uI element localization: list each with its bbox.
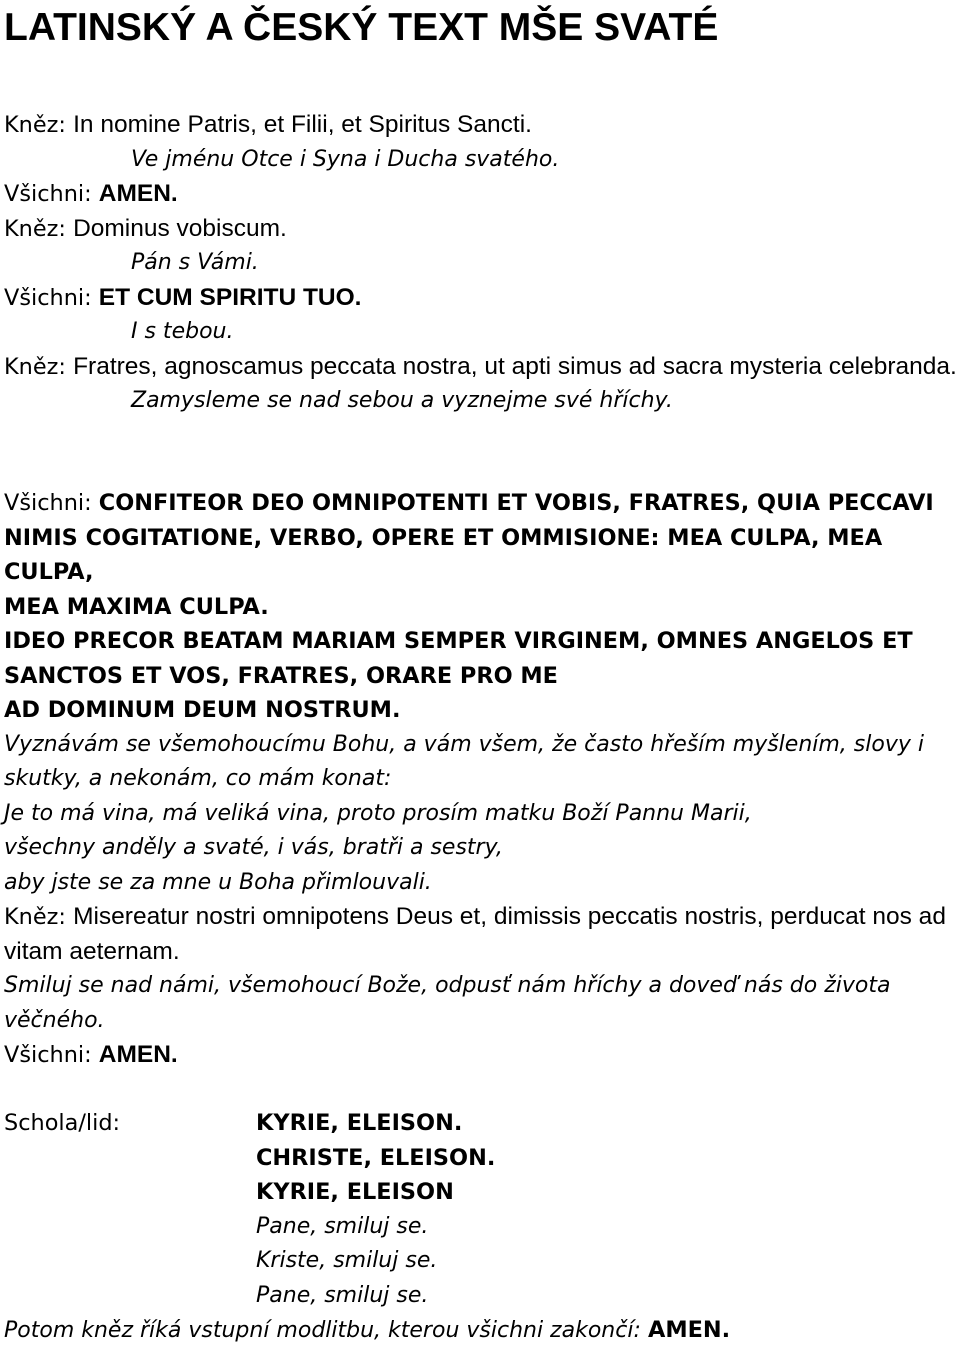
czech-translation: Ve jménu Otce i Syna i Ducha svatého. (131, 146, 560, 172)
text-line (4, 900, 959, 969)
czech-translation: I s tebou. (131, 319, 234, 344)
text-line (4, 486, 959, 590)
latin-text: Fratres, agnoscamus peccata nostra, ut apti simus ad sacra mysteria celebranda. (73, 352, 957, 380)
czech-translation: Pane, smiluj se. (256, 1282, 429, 1308)
closing-instruction (4, 1313, 730, 1349)
latin-text: Misereatur nostri omnipotens Deus et, dimissis peccatis nostris, perducat nos ad vitam aeternam. (4, 903, 946, 965)
latin-text: Dominus vobiscum. (73, 214, 287, 242)
kyrie-line: KYRIE, ELEISON. (256, 1110, 463, 1136)
czech-translation: Je to má vina, má veliká vina, proto prosím matku Boží Pannu Marii, (4, 800, 752, 826)
instruction-text: Potom kněz říká vstupní modlitbu, kterou všichni zakončí: (4, 1318, 641, 1343)
kyrie-line: CHRISTE, ELEISON. (256, 1144, 496, 1171)
czech-translation: Vyznávám se všemohoucímu Bohu, a vám všem, že často hřeším myšlením, slovy i skutky, a nekonám, co mám konat: (4, 731, 924, 791)
speaker-label: Všichni: (4, 181, 92, 207)
text-line (4, 177, 959, 212)
speaker-label: Všichni: (4, 284, 92, 311)
text-line (4, 212, 959, 247)
czech-translation: Smiluj se nad námi, všemohoucí Bože, odpusť nám hříchy a doveď nás do života věčného. (4, 973, 891, 1033)
czech-translation: všechny anděly a svaté, i vás, bratři a sestry, (4, 835, 503, 860)
confiteor-text: MEA MAXIMA CULPA. (4, 593, 269, 620)
speaker-label: Všichni: (4, 490, 92, 516)
speaker-label: Kněz: (4, 353, 66, 380)
document-title: LATINSKÝ A ČESKÝ TEXT MŠE SVATÉ (4, 6, 719, 49)
speaker-label: Kněz: (4, 215, 66, 242)
text-line (4, 1038, 959, 1073)
confiteor-text: IDEO PRECOR BEATAM MARIAM SEMPER VIRGINEM, OMNES ANGELOS ET SANCTOS ET VOS, FRATRES, ORARE PRO ME (4, 628, 913, 689)
response-text: AMEN. (98, 180, 178, 207)
kyrie-line: KYRIE, ELEISON (256, 1179, 454, 1205)
czech-translation: Pán s Vámi. (131, 250, 259, 275)
czech-translation: aby jste se za mne u Boha přimlouvali. (4, 869, 432, 895)
greeting-section (4, 108, 959, 419)
czech-translation: Zamysleme se nad sebou a vyznejme své hříchy. (131, 388, 673, 413)
confiteor-text: CONFITEOR DEO OMNIPOTENTI ET VOBIS, FRATRES, QUIA PECCAVI NIMIS COGITATIONE, VERBO, OPERE ET OMMISIONE: MEA CULPA, MEA CULPA, (4, 490, 934, 585)
text-line (4, 281, 959, 316)
speaker-label: Kněz: (4, 904, 66, 930)
czech-translation: Pane, smiluj se. (256, 1213, 429, 1239)
text-line (4, 108, 959, 143)
text-line (4, 350, 959, 385)
czech-translation: Kriste, smiluj se. (256, 1248, 438, 1273)
kyrie-section (256, 1106, 495, 1313)
latin-text: In nomine Patris, et Filii, et Spiritus Sancti. (73, 111, 532, 138)
speaker-label: Všichni: (4, 1042, 92, 1068)
kyrie-speaker-label: Schola/lid: (4, 1110, 121, 1136)
response-text: AMEN. (98, 1041, 178, 1068)
response-text: AMEN. (647, 1317, 731, 1343)
confiteor-section (4, 486, 959, 1073)
speaker-label: Kněz: (4, 112, 66, 138)
confiteor-text: AD DOMINUM DEUM NOSTRUM. (4, 697, 401, 723)
response-text: ET CUM SPIRITU TUO. (98, 283, 362, 311)
